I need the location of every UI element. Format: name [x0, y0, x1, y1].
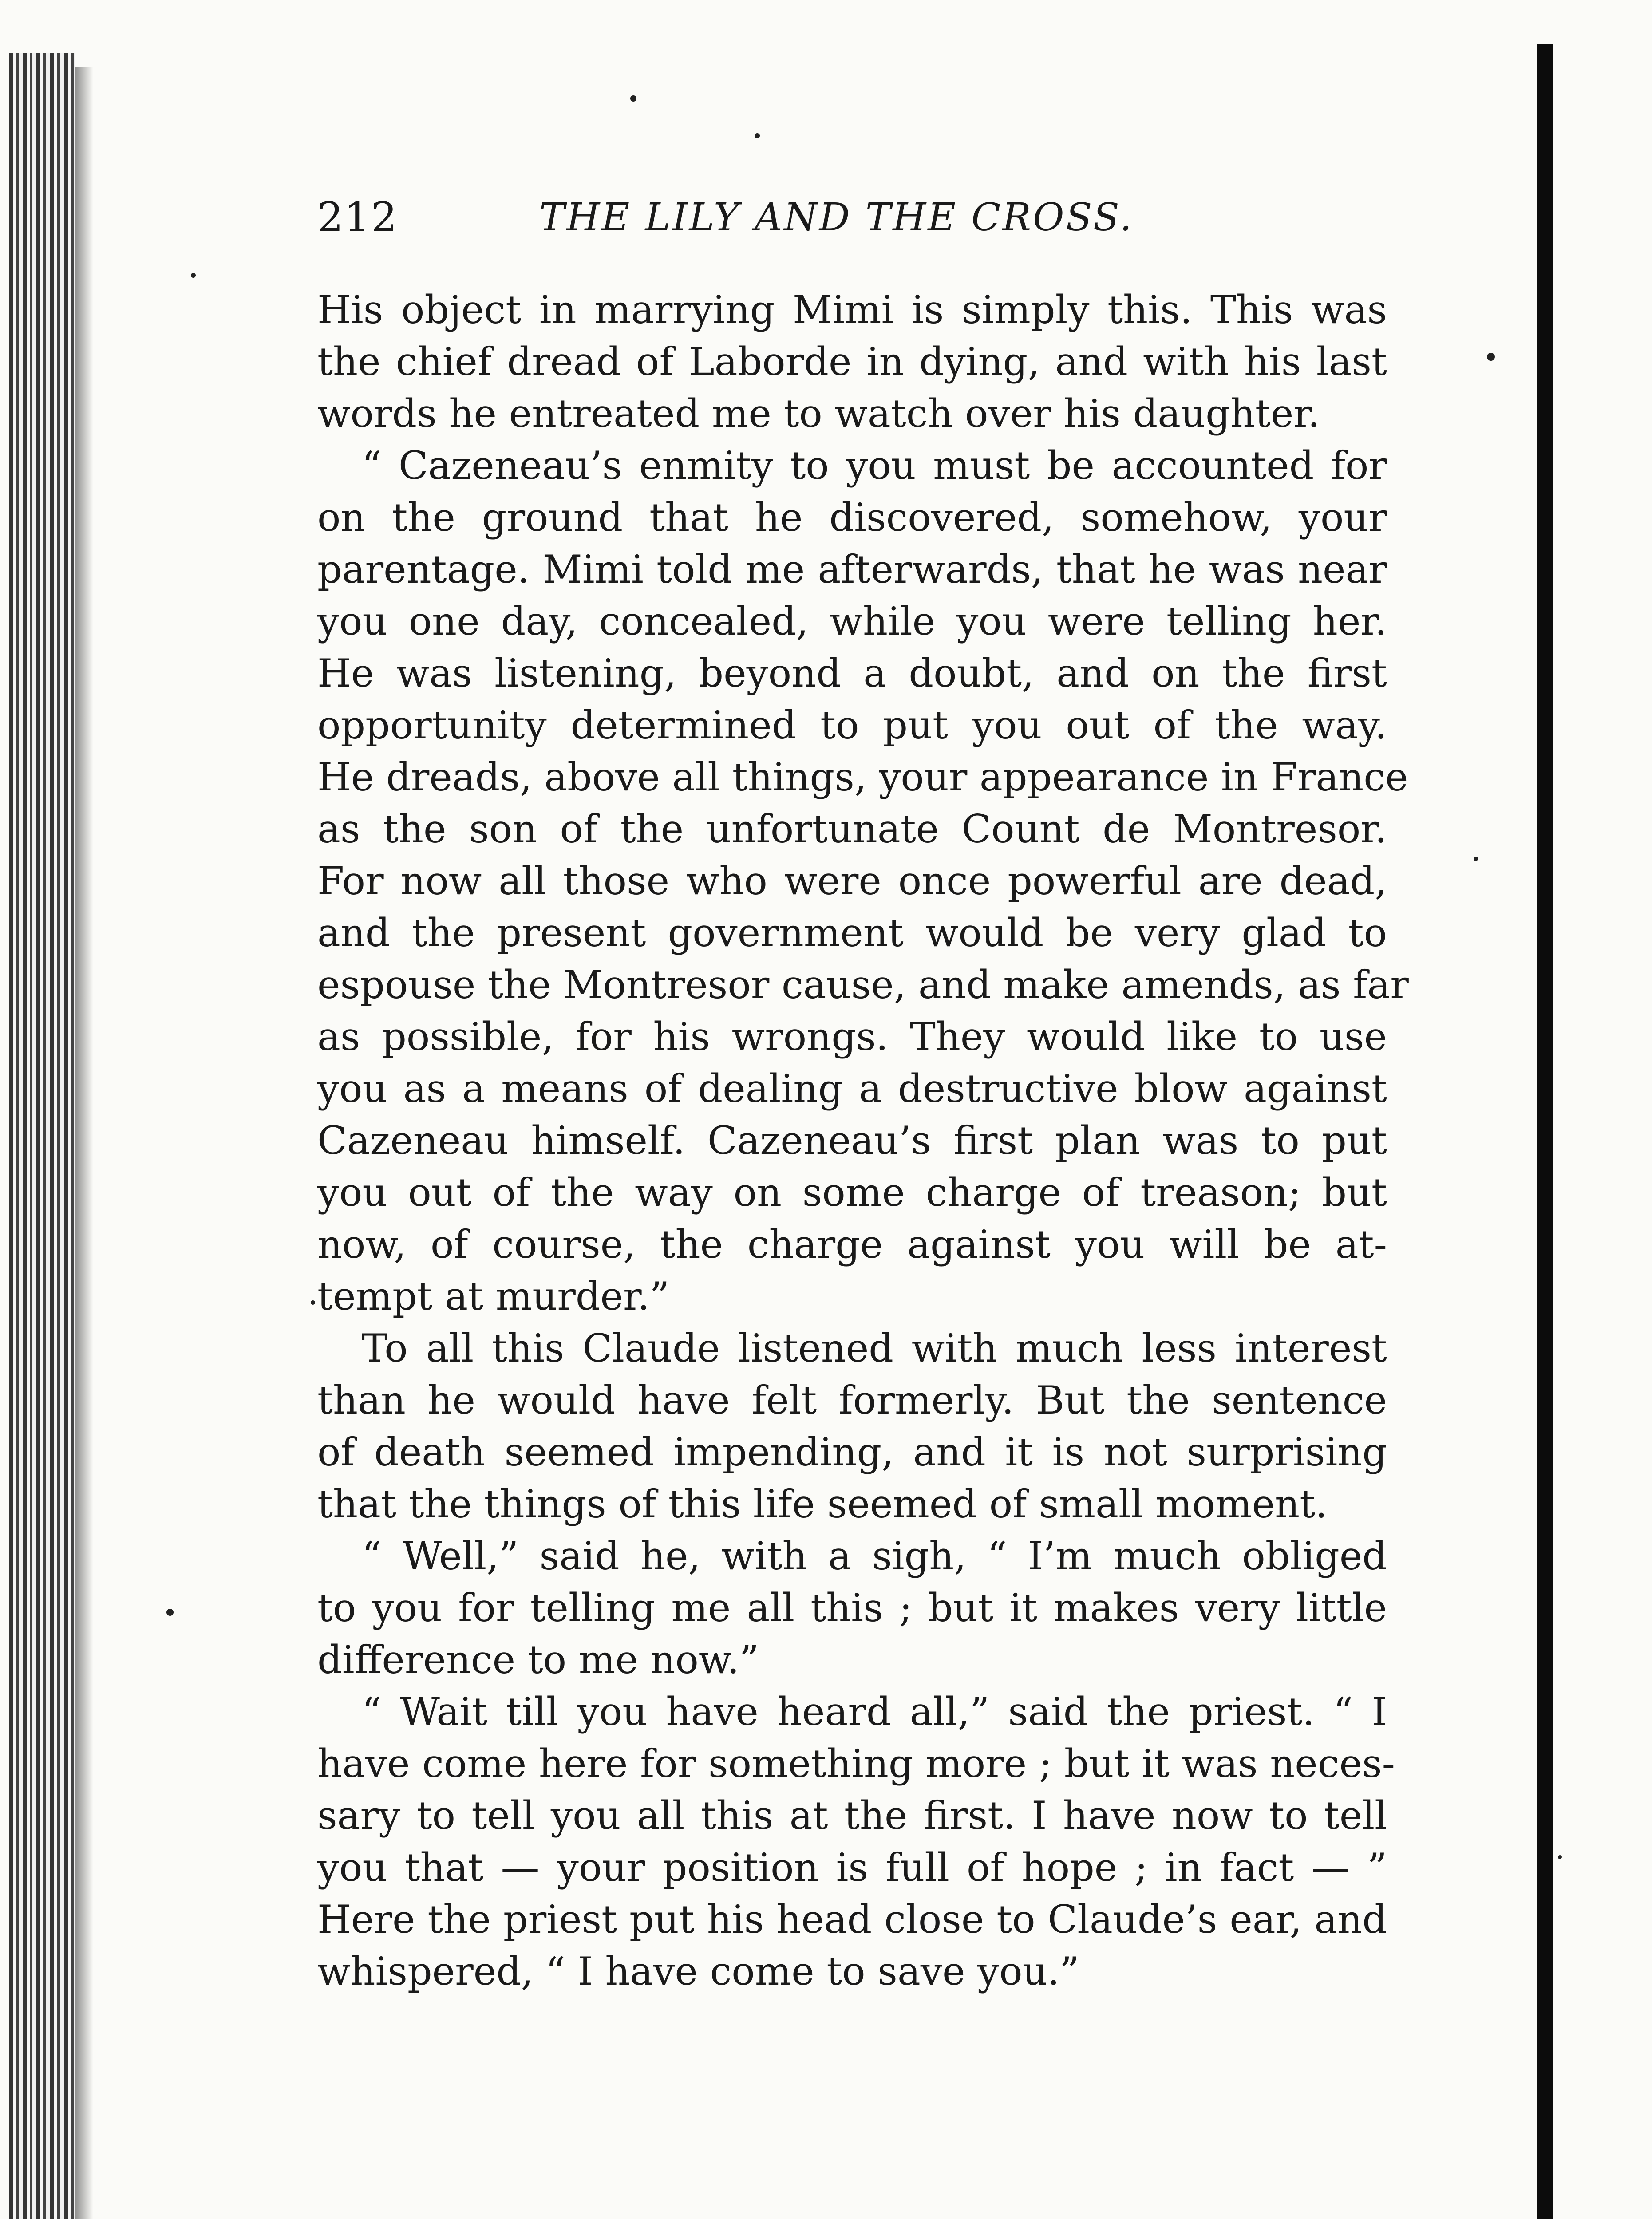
- text-line: “ Wait till you have heard all,” said the priest. “ I: [362, 1689, 1387, 1734]
- text-line: “ Well,” said he, with a sigh, “ I’m much obliged: [362, 1533, 1387, 1579]
- scan-speck: [311, 1300, 315, 1305]
- book-title: THE LILY AND THE CROSS.: [539, 195, 1134, 240]
- text-line: and the present government would be very glad to: [317, 910, 1387, 956]
- text-line: opportunity determined to put you out of the way.: [317, 703, 1387, 748]
- text-line: the chief dread of Laborde in dying, and with his last: [317, 339, 1387, 384]
- text-line: as possible, for his wrongs. They would like to use: [317, 1014, 1387, 1059]
- scan-speck: [755, 133, 760, 138]
- binding-shadow: [75, 67, 93, 2219]
- text-line: you that — your position is full of hope ; in fact — ”: [317, 1845, 1387, 1890]
- text-line: you one day, concealed, while you were telling her.: [317, 599, 1387, 644]
- scan-speck: [191, 273, 196, 278]
- scan-speck: [1487, 353, 1495, 361]
- body-text: [317, 284, 1409, 1998]
- text-line: to you for telling me all this ; but it makes very little: [317, 1585, 1387, 1631]
- paragraph: [317, 284, 1387, 440]
- text-line: than he would have felt formerly. But the sentence: [317, 1378, 1387, 1423]
- text-line: He was listening, beyond a doubt, and on the first: [317, 651, 1387, 696]
- scan-speck: [1558, 1855, 1562, 1859]
- text-line: words he entreated me to watch over his daughter.: [317, 391, 1320, 436]
- text-line: sary to tell you all this at the first. I have now to tell: [317, 1793, 1387, 1838]
- text-line: His object in marrying Mimi is simply this. This was: [317, 287, 1387, 332]
- text-line: you as a means of dealing a destructive blow against: [317, 1066, 1387, 1111]
- scan-speck: [1474, 857, 1478, 861]
- text-line: To all this Claude listened with much less interest: [362, 1326, 1387, 1371]
- text-line: Cazeneau himself. Cazeneau’s first plan was to put: [317, 1118, 1387, 1163]
- text-line: whispered, “ I have come to save you.”: [317, 1949, 1079, 1994]
- text-line: He dreads, above all things, your appearance in France: [317, 754, 1408, 800]
- text-line: difference to me now.”: [317, 1637, 759, 1682]
- text-line: tempt at murder.”: [317, 1274, 670, 1319]
- paragraph: [317, 1323, 1387, 1530]
- text-line: have come here for something more ; but it was neces-: [317, 1741, 1395, 1786]
- scan-speck: [630, 95, 636, 102]
- text-line: of death seemed impending, and it is not surprising: [317, 1429, 1387, 1475]
- text-line: “ Cazeneau’s enmity to you must be accounted for: [362, 443, 1387, 488]
- text-line: you out of the way on some charge of treason; but: [317, 1170, 1387, 1215]
- paragraph: [317, 440, 1409, 1323]
- paragraph: [317, 1530, 1387, 1686]
- text-line: that the things of this life seemed of small moment.: [317, 1481, 1328, 1527]
- paragraph: [317, 1686, 1395, 1998]
- page-number: 212: [317, 193, 398, 241]
- binding-edge-left: [9, 53, 75, 2219]
- page-edge-right: [1537, 44, 1553, 2219]
- text-line: on the ground that he discovered, somehow, your: [317, 495, 1387, 540]
- text-line: now, of course, the charge against you will be at-: [317, 1222, 1387, 1267]
- text-line: For now all those who were once powerful are dead,: [317, 858, 1387, 904]
- text-line: parentage. Mimi told me afterwards, that he was near: [317, 547, 1387, 592]
- text-line: espouse the Montresor cause, and make amends, as far: [317, 962, 1409, 1007]
- text-line: as the son of the unfortunate Count de Montresor.: [317, 806, 1387, 852]
- running-head: [317, 191, 1383, 244]
- scan-speck: [166, 1609, 174, 1616]
- text-line: Here the priest put his head close to Claude’s ear, and: [317, 1897, 1387, 1942]
